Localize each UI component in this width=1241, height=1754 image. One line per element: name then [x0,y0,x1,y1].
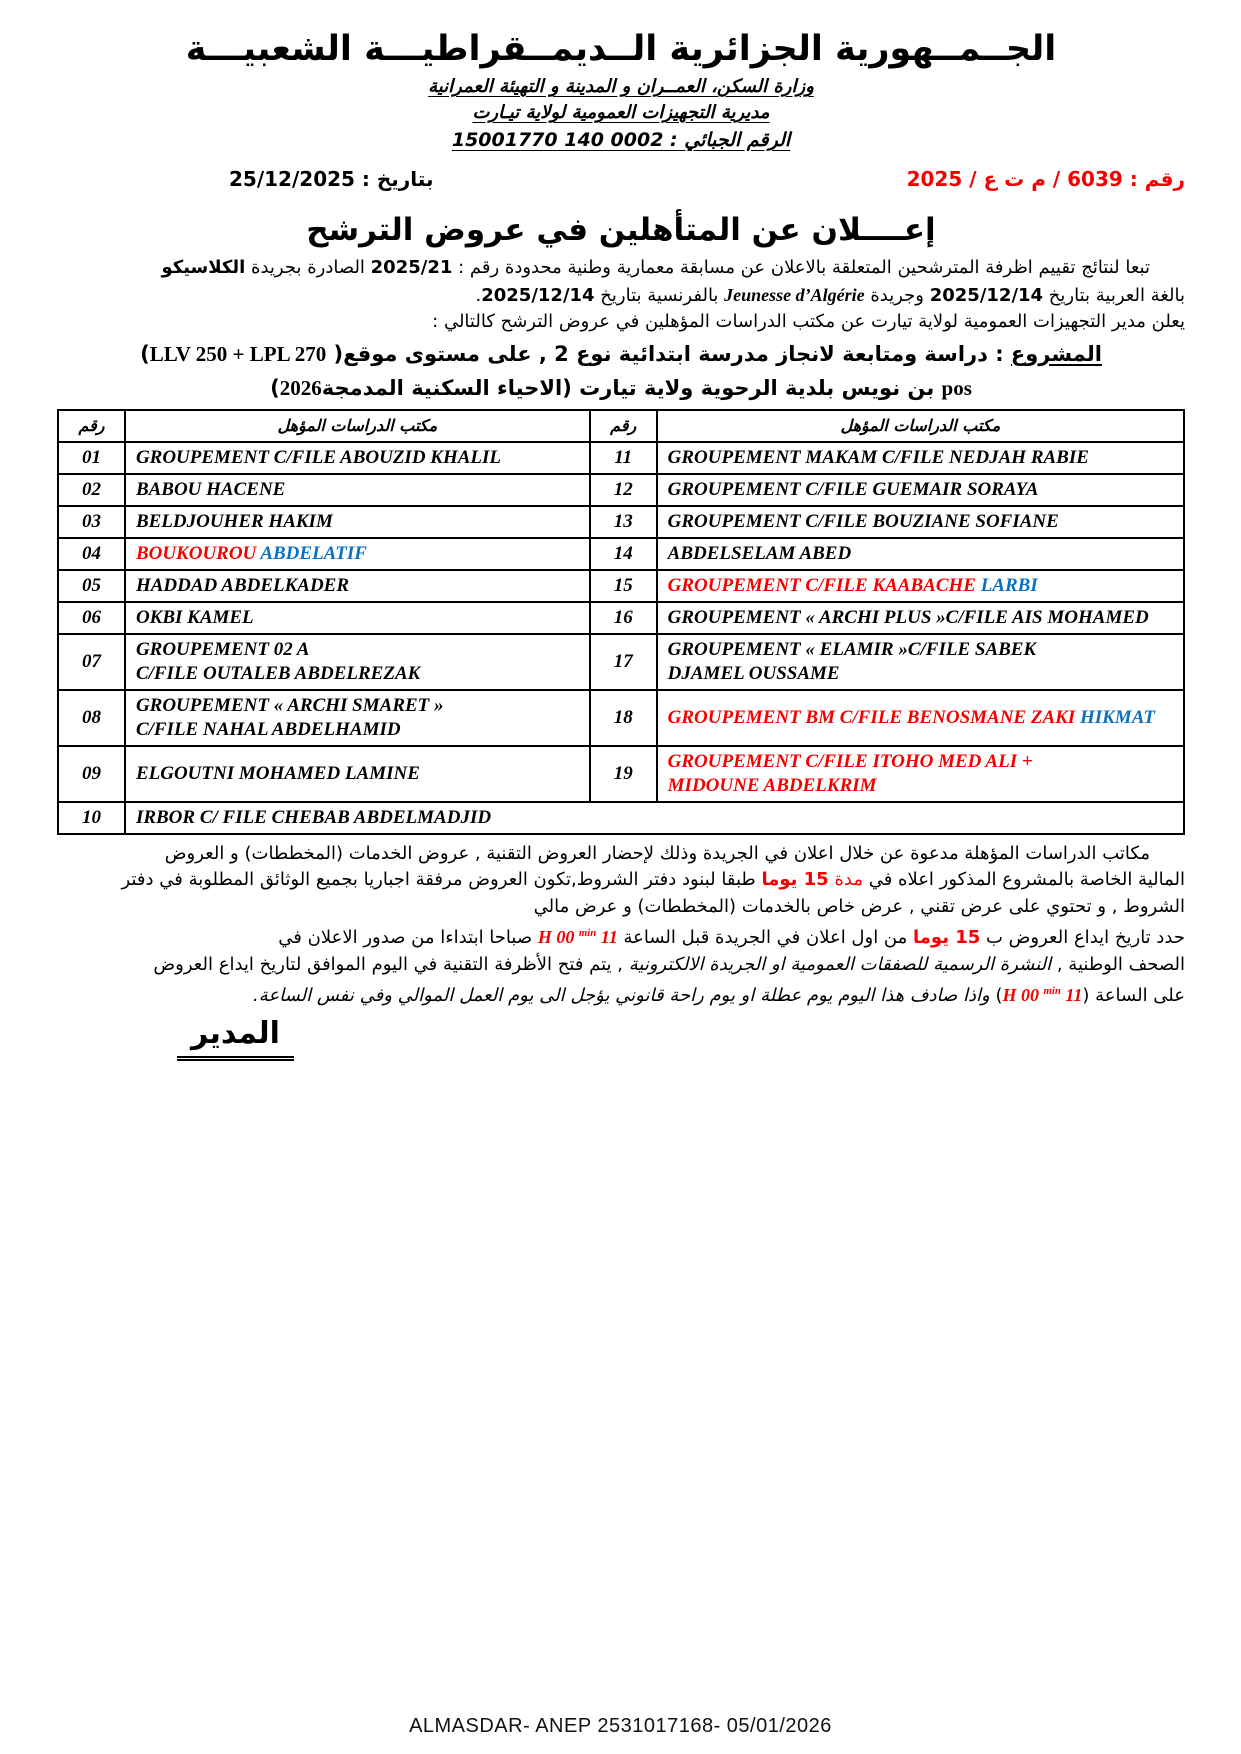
row-number-cell: 14 [590,538,657,570]
office-name-cell: GROUPEMENT 02 A C/FILE OUTALEB ABDELREZAK [125,634,590,690]
announcement-title: إعــــلان عن المتأهلين في عروض الترشح [306,212,936,248]
row-number-cell: 01 [58,442,125,474]
table-row [58,602,1184,634]
office-name-cell: BOUKOUROU ABDELATIF [125,538,590,570]
office-name-cell: GROUPEMENT C/FILE BOUZIANE SOFIANE [657,506,1184,538]
deadline-line-2: الصحف الوطنية , النشرة الرسمية للصفقات العمومية او الجريدة الالكترونية , يتم فتح الأظرفة التقنية في اليوم الموافق لتاريخ ايداع العروض [153,953,1185,975]
directorate-name: مديرية التجهيزات العمومية لولاية تيـارت [472,102,770,123]
table-row [58,538,1184,570]
ministry-name: وزارة السكن، العمــران و المدينة و التهيئة العمرانية [428,76,814,97]
table-header-num-right: رقم [590,410,657,442]
row-number-cell: 07 [58,634,125,690]
office-name-cell: GROUPEMENT C/FILE GUEMAIR SORAYA [657,474,1184,506]
office-name-cell: GROUPEMENT C/FILE ABOUZID KHALIL [125,442,590,474]
table-header-office-right: مكتب الدراسات المؤهل [657,410,1184,442]
table-header-office-left: مكتب الدراسات المؤهل [125,410,590,442]
office-name-cell: OKBI KAMEL [125,602,590,634]
row-number-cell: 19 [590,746,657,802]
table-row [58,474,1184,506]
row-number-cell: 11 [590,442,657,474]
director-signature: المدير [177,1014,294,1061]
row-number-cell: 10 [58,802,125,834]
intro-line-3: يعلن مدير التجهيزات العمومية لولاية تيارت عن مكتب الدراسات المؤهلين في عروض الترشح كالتالي : [432,311,1185,332]
table-row [58,634,1184,690]
office-name-cell: BABOU HACENE [125,474,590,506]
office-name-cell: ELGOUTNI MOHAMED LAMINE [125,746,590,802]
table-row [58,746,1184,802]
row-number-cell: 15 [590,570,657,602]
row-number-cell: 17 [590,634,657,690]
row-number-cell: 13 [590,506,657,538]
submission-line-2: المالية الخاصة بالمشروع المذكور اعلاه في مدة 15 يوما طبقا لبنود دفتر الشروط,تكون العروض مرفقة اجباريا بجميع الوثائق المطلوبة في دفتر [121,869,1185,890]
letterhead [57,24,1185,155]
table-row [58,690,1184,746]
intro-line-1: تبعا لنتائج تقييم اظرفة المترشحين المتعلقة بالاعلان عن مسابقة معمارية وطنية محدودة رقم : 2025/21 الصادرة بجريدة الكلاسيكو [161,257,1150,278]
office-name-cell: HADDAD ABDELKADER [125,570,590,602]
anep-footer: ALMASDAR- ANEP 2531017168- 05/01/2026 [409,1715,832,1737]
table-row [58,570,1184,602]
director-signature-block [57,1014,1185,1061]
table-header-row [58,410,1184,442]
row-number-cell: 02 [58,474,125,506]
submission-line-3: الشروط , و تحتوي على عرض تقني , عرض خاص بالخدمات (المخططات) و عرض مالي [533,895,1185,917]
intro-paragraph [57,255,1185,336]
issue-date: بتاريخ : 25/12/2025 [229,167,434,191]
row-number-cell: 05 [58,570,125,602]
office-name-cell: GROUPEMENT « ARCHI PLUS »C/FILE AIS MOHAMED [657,602,1184,634]
row-number-cell: 18 [590,690,657,746]
office-name-cell: GROUPEMENT MAKAM C/FILE NEDJAH RABIE [657,442,1184,474]
project-title-line: المشروع : دراسة ومتابعة لانجاز مدرسة ابتدائية نوع 2 , على مستوى موقع( LLV 250 + LPL 270) [140,341,1102,366]
qualified-offices-table [57,409,1185,835]
tax-number: الرقم الجبائي : 0002 140 15001770 [451,129,791,151]
republic-name: الجــمــهورية الجزائرية الــديمــقراطيـــة الشعبيـــة [185,29,1057,69]
row-number-cell: 12 [590,474,657,506]
office-name-cell: GROUPEMENT « ARCHI SMARET » C/FILE NAHAL ABDELHAMID [125,690,590,746]
deadline-line-3: على الساعة (11 H 00 $^{min}$) واذا صادف هذا اليوم يوم عطلة او يوم راحة قانوني يؤجل الى يوم العمل الموالي وفي نفس الساعة. [253,985,1185,1006]
row-number-cell: 09 [58,746,125,802]
submission-paragraph [57,841,1185,921]
row-number-cell: 03 [58,506,125,538]
project-block [57,339,1185,404]
deadline-paragraph [57,920,1185,1010]
reference-number: رقم : 6039 / م ت ع / 2025 [906,167,1185,191]
table-header-num-left: رقم [58,410,125,442]
submission-line-1: مكاتب الدراسات المؤهلة مدعوة عن خلال اعلان في الجريدة وذلك لإحضار العروض التقنية , عروض الخدمات (المخططات) و العروض [164,842,1150,864]
deadline-line-1: حدد تاريخ ايداع العروض ب 15 يوما من اول اعلان في الجريدة قبل الساعة 11 H 00 $^{min}$ صباحا ابتداءا من صدور الاعلان في [278,927,1185,948]
table-row [58,506,1184,538]
project-site-line: pos بن نويس بلدية الرحوية ولاية تيارت (الاحياء السكنية المدمجة2026) [270,375,972,400]
office-name-cell: GROUPEMENT « ELAMIR »C/FILE SABEK DJAMEL OUSSAME [657,634,1184,690]
office-name-cell: GROUPEMENT C/FILE KAABACHE LARBI [657,570,1184,602]
office-name-cell: GROUPEMENT BM C/FILE BENOSMANE ZAKI HIKMAT [657,690,1184,746]
table-row [58,442,1184,474]
row-number-cell: 16 [590,602,657,634]
office-name-cell: BELDJOUHER HAKIM [125,506,590,538]
office-name-cell: IRBOR C/ FILE CHEBAB ABDELMADJID [125,802,1184,834]
table-row [58,802,1184,834]
office-name-cell: GROUPEMENT C/FILE ITOHO MED ALI + MIDOUNE ABDELKRIM [657,746,1184,802]
intro-line-2: بالغة العربية بتاريخ 2025/12/14 وجريدة Jeunesse d’Algérie بالفرنسية بتاريخ 2025/12/14. [475,284,1185,306]
row-number-cell: 04 [58,538,125,570]
row-number-cell: 06 [58,602,125,634]
row-number-cell: 08 [58,690,125,746]
office-name-cell: ABDELSELAM ABED [657,538,1184,570]
reference-row [57,164,1185,194]
